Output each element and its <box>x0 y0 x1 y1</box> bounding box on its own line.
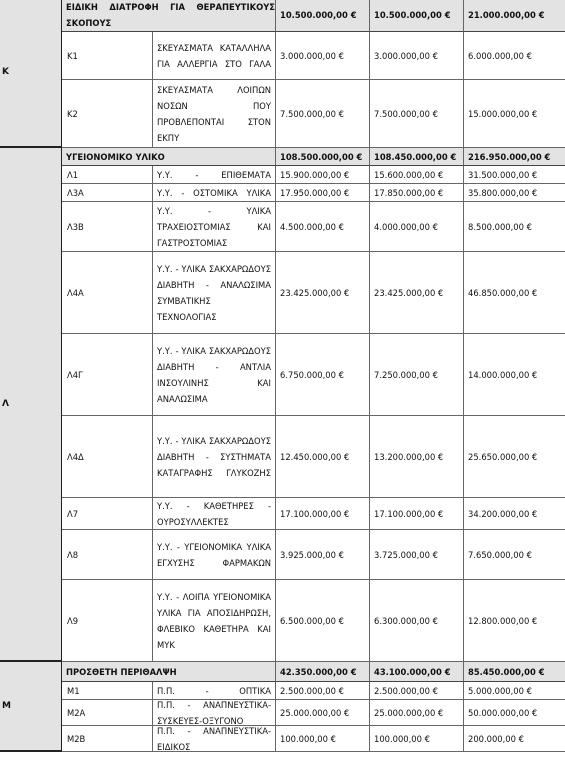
amount-2 <box>370 334 464 416</box>
amount-1 <box>276 80 370 148</box>
item-description-text: Υ.Υ. - ΥΛΙΚΑ ΣΑΚΧΑΡΩΔΟΥΣ ΔΙΑΒΗΤΗ - ΑΝΑΛΩΣΙΜΑ ΣΥΜΒΑΤΙΚΗΣ ΤΕΧΝΟΛΟΓΙΑΣ <box>157 263 271 322</box>
amount-2-text: 13.200.000,00 € <box>374 451 444 462</box>
amount-2-text: 3.725.000,00 € <box>374 549 438 560</box>
item-description-text: Υ.Υ. - ΛΟΙΠΑ ΥΓΕΙΟΝΟΜΙΚΑ ΥΛΙΚΑ ΓΙΑ ΑΠΟΣΙΔΗΡΩΣΗ, ΦΛΕΒΙΚΟ ΚΑΘΕΤΗΡΑ ΚΑΙ ΜΥΚ <box>157 591 271 650</box>
amount-1 <box>276 416 370 498</box>
group-code-text: Κ <box>2 67 9 77</box>
group-amount-2-text: 10.500.000,00 € <box>374 9 451 20</box>
item-description-text: ΣΚΕΥΑΣΜΑΤΑ ΛΟΙΠΩΝ ΝΟΣΩΝ ΠΟΥ ΠΡΟΒΛΕΠΟΝΤΑΙ ΣΤΟΝ ΕΚΠΥ <box>157 84 271 143</box>
item-description <box>153 166 276 184</box>
total-amount <box>464 416 565 498</box>
amount-1 <box>276 334 370 416</box>
group-total-text: 216.950.000,00 € <box>468 151 551 162</box>
total-amount-text: 35.800.000,00 € <box>468 187 538 198</box>
item-description <box>153 726 276 752</box>
group-total <box>464 148 565 166</box>
item-description <box>153 202 276 252</box>
amount-1-text: 6.750.000,00 € <box>280 369 344 380</box>
amount-2 <box>370 80 464 148</box>
item-code <box>62 184 153 202</box>
amount-2 <box>370 166 464 184</box>
item-code-text: Λ1 <box>67 169 79 180</box>
amount-1 <box>276 202 370 252</box>
amount-1 <box>276 700 370 726</box>
item-description-text: Π.Π. - ΟΠΤΙΚΑ <box>157 685 271 696</box>
item-code <box>62 726 153 752</box>
total-amount <box>464 184 565 202</box>
item-code <box>62 530 153 580</box>
amount-1 <box>276 580 370 662</box>
amount-1-text: 2.500.000,00 € <box>280 685 344 696</box>
group-total-text: 85.450.000,00 € <box>468 666 545 677</box>
total-amount-text: 34.200.000,00 € <box>468 508 538 519</box>
amount-1 <box>276 530 370 580</box>
group-amount-1 <box>276 148 370 166</box>
item-code <box>62 334 153 416</box>
item-description-text: Υ.Υ. - ΥΛΙΚΑ ΣΑΚΧΑΡΩΔΟΥΣ ΔΙΑΒΗΤΗ - ΑΝΤΛΙΑ ΙΝΣΟΥΛΙΝΗΣ ΚΑΙ ΑΝΑΛΩΣΙΜΑ <box>157 345 271 404</box>
group-title <box>62 0 276 32</box>
total-amount-text: 7.650.000,00 € <box>468 549 532 560</box>
item-description-text: ΣΚΕΥΑΣΜΑΤΑ ΚΑΤΑΛΛΗΛΑ ΓΙΑ ΑΛΛΕΡΓΙΑ ΣΤΟ ΓΑΛΑ <box>157 42 271 69</box>
group-code-text: Μ <box>2 701 11 711</box>
item-code-text: Λ7 <box>67 508 79 519</box>
total-amount <box>464 726 565 752</box>
amount-1 <box>276 252 370 334</box>
total-amount <box>464 530 565 580</box>
group-code-text: Λ <box>2 399 9 409</box>
amount-2-text: 17.850.000,00 € <box>374 187 444 198</box>
total-amount-text: 14.000.000,00 € <box>468 369 538 380</box>
item-code <box>62 80 153 148</box>
item-description <box>153 252 276 334</box>
item-code <box>62 416 153 498</box>
amount-1-text: 17.950.000,00 € <box>280 187 350 198</box>
item-code-text: Κ2 <box>67 108 78 119</box>
total-amount-text: 46.850.000,00 € <box>468 287 538 298</box>
amount-2-text: 15.600.000,00 € <box>374 169 444 180</box>
group-title <box>62 662 276 682</box>
item-description <box>153 682 276 700</box>
group-code <box>0 662 62 752</box>
total-amount <box>464 80 565 148</box>
item-description-text: Υ.Υ. - ΚΑΘΕΤΗΡΕΣ - ΟΥΡΟΣΥΛΛΕΚΤΕΣ <box>157 500 271 527</box>
item-description-text: Υ.Υ. - ΥΓΕΙΟΝΟΜΙΚΑ ΥΛΙΚΑ ΕΓΧΥΣΗΣ ΦΑΡΜΑΚΩΝ <box>157 541 271 568</box>
total-amount-text: 50.000.000,00 € <box>468 707 538 718</box>
item-description <box>153 80 276 148</box>
total-amount <box>464 166 565 184</box>
amount-1-text: 25.000.000,00 € <box>280 707 350 718</box>
item-code-text: Κ1 <box>67 50 78 61</box>
item-code <box>62 580 153 662</box>
group-code <box>0 0 62 148</box>
item-code <box>62 498 153 530</box>
item-description <box>153 32 276 80</box>
item-description-text: Υ.Υ. - ΥΛΙΚΑ ΣΑΚΧΑΡΩΔΟΥΣ ΔΙΑΒΗΤΗ - ΣΥΣΤΗΜΑΤΑ ΚΑΤΑΓΡΑΦΗΣ ΓΛΥΚΟΖΗΣ <box>157 435 271 478</box>
group-amount-1 <box>276 662 370 682</box>
amount-2 <box>370 416 464 498</box>
total-amount-text: 15.000.000,00 € <box>468 108 538 119</box>
item-code-text: Λ4Γ <box>67 369 83 380</box>
item-description-text: Π.Π. - ΑΝΑΠΝΕΥΣΤΙΚΑ- ΣΥΣΚΕΥΕΣ-ΟΞΥΓΟΝΟ <box>157 700 271 726</box>
group-title <box>62 148 276 166</box>
amount-2-text: 6.300.000,00 € <box>374 615 438 626</box>
amount-2-text: 4.000.000,00 € <box>374 221 438 232</box>
item-description-text: Υ.Υ. - ΕΠΙΘΕΜΑΤΑ <box>157 169 271 180</box>
amount-2 <box>370 252 464 334</box>
group-amount-1-text: 10.500.000,00 € <box>280 9 357 20</box>
group-amount-1 <box>276 0 370 32</box>
group-total-text: 21.000.000,00 € <box>468 9 545 20</box>
group-amount-2 <box>370 148 464 166</box>
amount-1-text: 15.900.000,00 € <box>280 169 350 180</box>
amount-1 <box>276 166 370 184</box>
total-amount-text: 31.500.000,00 € <box>468 169 538 180</box>
amount-1-text: 7.500.000,00 € <box>280 108 344 119</box>
total-amount <box>464 700 565 726</box>
group-amount-2-text: 108.450.000,00 € <box>374 151 457 162</box>
amount-2 <box>370 498 464 530</box>
amount-1-text: 3.000.000,00 € <box>280 50 344 61</box>
group-code <box>0 148 62 662</box>
total-amount-text: 5.000.000,00 € <box>468 685 532 696</box>
amount-2-text: 25.000.000,00 € <box>374 707 444 718</box>
total-amount-text: 8.500.000,00 € <box>468 221 532 232</box>
item-code-text: Λ3Α <box>67 187 84 198</box>
amount-2-text: 3.000.000,00 € <box>374 50 438 61</box>
amount-2 <box>370 682 464 700</box>
item-code-text: Λ8 <box>67 549 79 560</box>
item-code <box>62 202 153 252</box>
item-code <box>62 682 153 700</box>
item-code <box>62 700 153 726</box>
item-code-text: Μ2Α <box>67 707 86 718</box>
item-code-text: Μ1 <box>67 685 80 696</box>
total-amount-text: 6.000.000,00 € <box>468 50 532 61</box>
group-title-text: ΠΡΟΣΘΕΤΗ ΠΕΡΙΘΑΛΨΗ <box>66 666 177 677</box>
amount-2-text: 23.425.000,00 € <box>374 287 444 298</box>
item-code <box>62 32 153 80</box>
item-description-text: Υ.Υ. - ΥΛΙΚΑ ΤΡΑΧΕΙΟΣΤΟΜΙΑΣ ΚΑΙ ΓΑΣΤΡΟΣΤΟΜΙΑΣ <box>157 205 271 248</box>
group-amount-2 <box>370 0 464 32</box>
item-code <box>62 166 153 184</box>
total-amount <box>464 32 565 80</box>
total-amount <box>464 252 565 334</box>
total-amount-text: 25.650.000,00 € <box>468 451 538 462</box>
item-code-text: Λ9 <box>67 615 79 626</box>
amount-1-text: 3.925.000,00 € <box>280 549 344 560</box>
item-description-text: Υ.Υ. - ΟΣΤΟΜΙΚΑ ΥΛΙΚΑ <box>157 187 271 198</box>
item-description-text: Π.Π. - ΑΝΑΠΝΕΥΣΤΙΚΑ- ΕΙΔΙΚΟΣ <box>157 726 271 752</box>
amount-2-text: 17.100.000,00 € <box>374 508 444 519</box>
amount-2-text: 7.500.000,00 € <box>374 108 438 119</box>
amount-1-text: 17.100.000,00 € <box>280 508 350 519</box>
amount-2 <box>370 202 464 252</box>
amount-1 <box>276 32 370 80</box>
item-description <box>153 334 276 416</box>
amount-1 <box>276 498 370 530</box>
group-amount-2-text: 43.100.000,00 € <box>374 666 451 677</box>
item-code-text: Μ2Β <box>67 733 86 744</box>
item-code <box>62 252 153 334</box>
amount-2-text: 7.250.000,00 € <box>374 369 438 380</box>
amount-1 <box>276 726 370 752</box>
item-description <box>153 700 276 726</box>
group-amount-1-text: 42.350.000,00 € <box>280 666 357 677</box>
total-amount-text: 12.800.000,00 € <box>468 615 538 626</box>
item-description <box>153 416 276 498</box>
amount-2-text: 2.500.000,00 € <box>374 685 438 696</box>
item-code-text: Λ4Α <box>67 287 84 298</box>
total-amount <box>464 682 565 700</box>
total-amount-text: 200.000,00 € <box>468 733 524 744</box>
amount-1-text: 12.450.000,00 € <box>280 451 350 462</box>
item-description <box>153 530 276 580</box>
amount-2 <box>370 530 464 580</box>
group-amount-1-text: 108.500.000,00 € <box>280 151 363 162</box>
group-amount-2 <box>370 662 464 682</box>
group-title-text: ΥΓΕΙΟΝΟΜΙΚΟ ΥΛΙΚΟ <box>66 151 165 162</box>
amount-2-text: 100.000,00 € <box>374 733 430 744</box>
amount-1 <box>276 184 370 202</box>
amount-1 <box>276 682 370 700</box>
amount-2 <box>370 700 464 726</box>
item-description <box>153 184 276 202</box>
item-code-text: Λ3Β <box>67 221 84 232</box>
amount-1-text: 6.500.000,00 € <box>280 615 344 626</box>
item-code-text: Λ4Δ <box>67 451 84 462</box>
amount-2 <box>370 580 464 662</box>
amount-2 <box>370 184 464 202</box>
amount-2 <box>370 32 464 80</box>
total-amount <box>464 334 565 416</box>
amount-1-text: 100.000,00 € <box>280 733 336 744</box>
group-total <box>464 0 565 32</box>
item-description <box>153 498 276 530</box>
amount-2 <box>370 726 464 752</box>
total-amount <box>464 202 565 252</box>
group-total <box>464 662 565 682</box>
amount-1-text: 4.500.000,00 € <box>280 221 344 232</box>
group-title-text: ΕΙΔΙΚΗ ΔΙΑΤΡΟΦΗ ΓΙΑ ΘΕΡΑΠΕΥΤΙΚΟΥΣ ΣΚΟΠΟΥΣ <box>66 1 275 28</box>
total-amount <box>464 498 565 530</box>
amount-1-text: 23.425.000,00 € <box>280 287 350 298</box>
item-description <box>153 580 276 662</box>
total-amount <box>464 580 565 662</box>
